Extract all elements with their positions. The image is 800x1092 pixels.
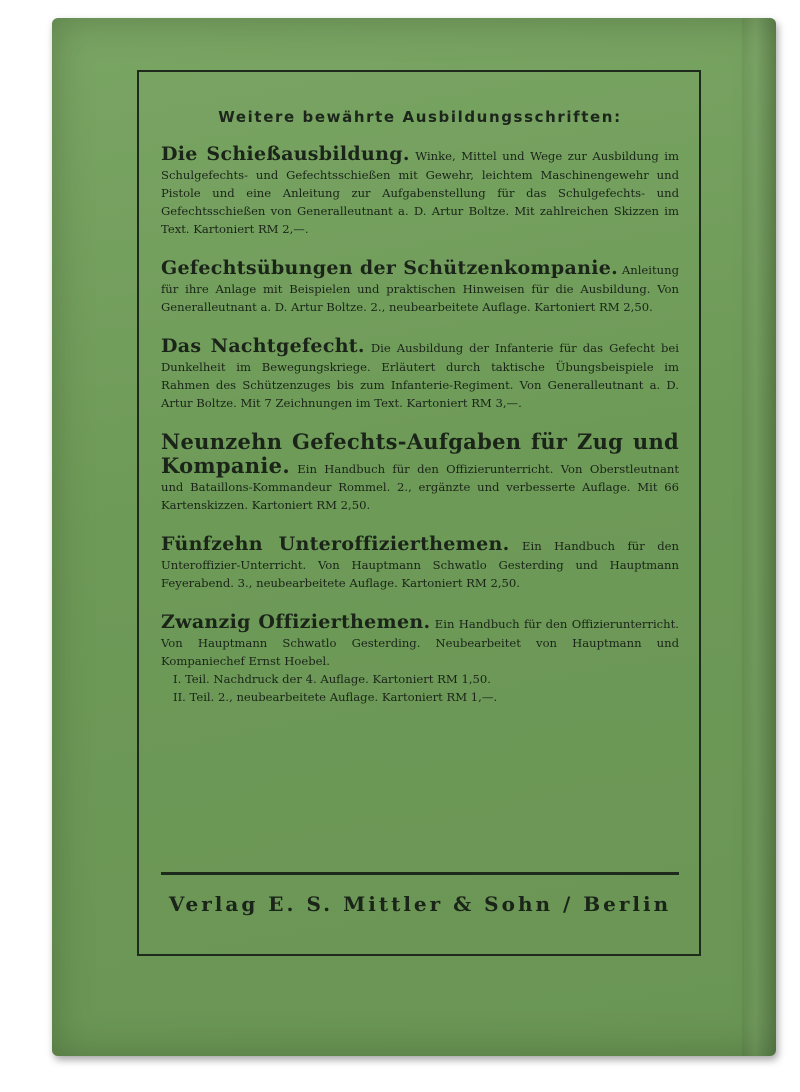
list-item — [161, 430, 679, 514]
book-description: Ein Handbuch für den Unteroffizier-Unterricht. Von Hauptmann Schwatlo Gesterding und Hauptmann Feyerabend. 3., neubearbeitete Auflage. Kartoniert RM 2,50. — [161, 539, 680, 590]
book-title: Zwanzig Offizierthemen. — [161, 611, 431, 633]
book-title: Neunzehn Gefechts-Aufgaben für Zug und Kompanie. — [161, 429, 679, 478]
list-item — [161, 142, 679, 238]
book-spine — [742, 18, 776, 1056]
book-description: Ein Handbuch für den Offizierunterricht. Von Hauptmann Schwatlo Gesterding. Neubearbeitet von Hauptmann und Kompaniechef Ernst Hoebel. — [161, 617, 679, 668]
book-part-line: I. Teil. Nachdruck der 4. Auflage. Kartoniert RM 1,50. — [173, 672, 491, 686]
cover-frame — [137, 70, 701, 956]
book-description: Ein Handbuch für den Offizierunterricht. Von Oberstleutnant und Bataillons-Kommandeur Rommel. 2., ergänzte und verbesserte Auflage. Mit 66 Kartenskizzen. Kartoniert RM 2,50. — [161, 462, 679, 512]
book-title: Gefechtsübungen der Schützenkompanie. — [161, 257, 619, 279]
book-description: Anleitung für ihre Anlage mit Beispielen und praktischen Hinweisen für die Ausbildung. Von Generalleutnant a. D. Artur Boltze. 2., neubearbeitete Auflage. Kartoniert RM 2,50. — [161, 263, 680, 314]
list-item — [161, 334, 679, 412]
advert-list — [161, 108, 679, 724]
book-description: Die Ausbildung der Infanterie für das Gefecht bei Dunkelheit im Bewegungskriege. Erläutert durch taktische Übungsbeispiele im Rahmen des Schützenzuges bis zum Infanterie-Regiment. Von Generalleutnant a. D. Artur Boltze. Mit 7 Zeichnungen im Text. Kartoniert RM 3,—. — [161, 341, 679, 410]
book-back-cover — [52, 18, 776, 1056]
book-description: Winke, Mittel und Wege zur Ausbildung im Schulgefechts- und Gefechtsschießen mit Gewehr, leichtem Maschinengewehr und Pistole und eine Anleitung zur Aufgabenstellung für das Schulgefechts- und Gefechtsschießen von Generalleutnant a. D. Artur Boltze. Mit zahlreichen Skizzen im Text. Kartoniert RM 2,—. — [161, 149, 679, 236]
list-heading: Weitere bewährte Ausbildungsschriften: — [218, 108, 622, 126]
book-title: Das Nachtgefecht. — [161, 335, 365, 357]
list-item — [161, 532, 679, 592]
book-title: Die Schießausbildung. — [161, 143, 410, 165]
publisher-imprint: Verlag E. S. Mittler & Sohn / Berlin — [168, 892, 672, 916]
divider — [161, 872, 679, 875]
list-item — [161, 610, 679, 706]
book-title: Fünfzehn Unteroffizierthemen. — [161, 533, 510, 555]
list-item — [161, 256, 679, 316]
book-part-line: II. Teil. 2., neubearbeitete Auflage. Kartoniert RM 1,—. — [173, 690, 498, 704]
